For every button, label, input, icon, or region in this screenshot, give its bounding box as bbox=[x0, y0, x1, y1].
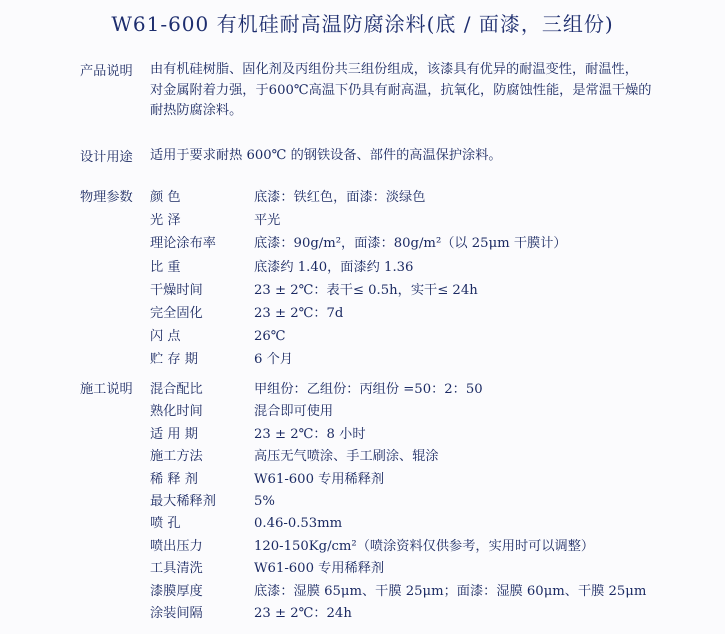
param-value: 平光 bbox=[254, 213, 281, 229]
section-label: 设计用途 bbox=[80, 150, 133, 165]
design-text: 适用于要求耐热 600℃ 的钢铁设备、部件的高温保护涂料。 bbox=[150, 148, 502, 163]
param-value: 底漆约 1.40，面漆约 1.36 bbox=[254, 259, 414, 275]
param-key: 混合配比 bbox=[150, 382, 203, 397]
param-key: 适 用 期 bbox=[150, 426, 198, 442]
param-key: 颜 色 bbox=[150, 190, 181, 205]
param-key: 比 重 bbox=[150, 259, 181, 275]
section-label: 施工说明 bbox=[80, 382, 133, 397]
section-label: 产品说明 bbox=[80, 64, 133, 79]
param-value: 高压无气喷涂、手工刷涂、辊涂 bbox=[254, 449, 439, 465]
param-row bbox=[150, 256, 413, 275]
param-value: W61-600 专用稀释剂 bbox=[254, 471, 385, 487]
param-row bbox=[150, 325, 286, 344]
param-row bbox=[150, 186, 425, 205]
param-row bbox=[150, 279, 478, 298]
param-value: 甲组份：乙组份：丙组份 =50：2：50 bbox=[254, 382, 483, 397]
param-row bbox=[150, 400, 333, 419]
document-title: W61-600 有机硅耐高温防腐涂料(底 / 面漆，三组份) bbox=[111, 12, 614, 36]
param-row bbox=[150, 490, 275, 509]
param-value: 底漆：湿膜 65μm、干膜 25μm；面漆：湿膜 60μm、干膜 25μm bbox=[254, 583, 647, 599]
param-key: 完全固化 bbox=[150, 306, 203, 321]
param-value: W61-600 专用稀释剂 bbox=[254, 561, 385, 577]
param-row bbox=[150, 378, 483, 397]
param-key: 最大稀释剂 bbox=[150, 494, 216, 509]
param-value: 底漆：铁红色，面漆：淡绿色 bbox=[254, 190, 426, 205]
param-key: 喷 孔 bbox=[150, 516, 181, 532]
param-key: 光 泽 bbox=[150, 213, 181, 229]
param-key: 闪 点 bbox=[150, 329, 181, 345]
param-row bbox=[150, 602, 352, 621]
param-value: 5% bbox=[254, 494, 275, 509]
param-row bbox=[150, 302, 343, 321]
param-row bbox=[150, 468, 384, 487]
param-value: 6 个月 bbox=[254, 352, 293, 368]
param-value: 23 ± 2℃：8 小时 bbox=[254, 426, 366, 442]
param-value: 23 ± 2℃：表干≤ 0.5h，实干≤ 24h bbox=[254, 282, 478, 298]
param-row bbox=[150, 209, 280, 228]
param-key: 喷出压力 bbox=[150, 538, 203, 554]
description-line: 对金属附着力强，于600℃高温下仍具有耐高温，抗氧化，防腐蚀性能，是常温干燥的 bbox=[150, 82, 652, 98]
description-line: 由有机硅树脂、固化剂及丙组份共三组份组成，该漆具有优异的耐温变性，耐温性， bbox=[150, 62, 638, 77]
param-row bbox=[150, 535, 594, 554]
param-key: 干燥时间 bbox=[150, 282, 203, 298]
param-row bbox=[150, 423, 366, 442]
param-row bbox=[150, 348, 293, 367]
param-key: 贮 存 期 bbox=[150, 352, 198, 368]
param-value: 23 ± 2℃：7d bbox=[254, 306, 344, 321]
param-key: 施工方法 bbox=[150, 449, 203, 465]
param-key: 稀 释 剂 bbox=[150, 471, 198, 487]
param-row bbox=[150, 512, 342, 531]
param-value: 26℃ bbox=[254, 329, 286, 345]
param-key: 涂装间隔 bbox=[150, 606, 203, 621]
param-value: 23 ± 2℃：24h bbox=[254, 606, 352, 621]
param-value: 混合即可使用 bbox=[254, 404, 334, 420]
param-value: 120-150Kg/cm²（喷涂资料仅供参考，实用时可以调整） bbox=[254, 538, 595, 554]
param-row bbox=[150, 580, 646, 599]
param-row bbox=[150, 232, 567, 251]
param-key: 理论涂布率 bbox=[150, 236, 216, 252]
param-row bbox=[150, 445, 439, 464]
product-description bbox=[150, 60, 725, 122]
param-value: 底漆：90g/m²，面漆：80g/m²（以 25μm 干膜计） bbox=[254, 236, 567, 252]
param-value: 0.46-0.53mm bbox=[254, 516, 343, 532]
param-key: 工具清洗 bbox=[150, 561, 203, 577]
param-key: 漆膜厚度 bbox=[150, 583, 203, 599]
description-line: 耐热防腐涂料。 bbox=[150, 103, 243, 118]
param-key: 熟化时间 bbox=[150, 404, 203, 420]
param-row bbox=[150, 557, 384, 576]
section-label: 物理参数 bbox=[80, 190, 133, 205]
